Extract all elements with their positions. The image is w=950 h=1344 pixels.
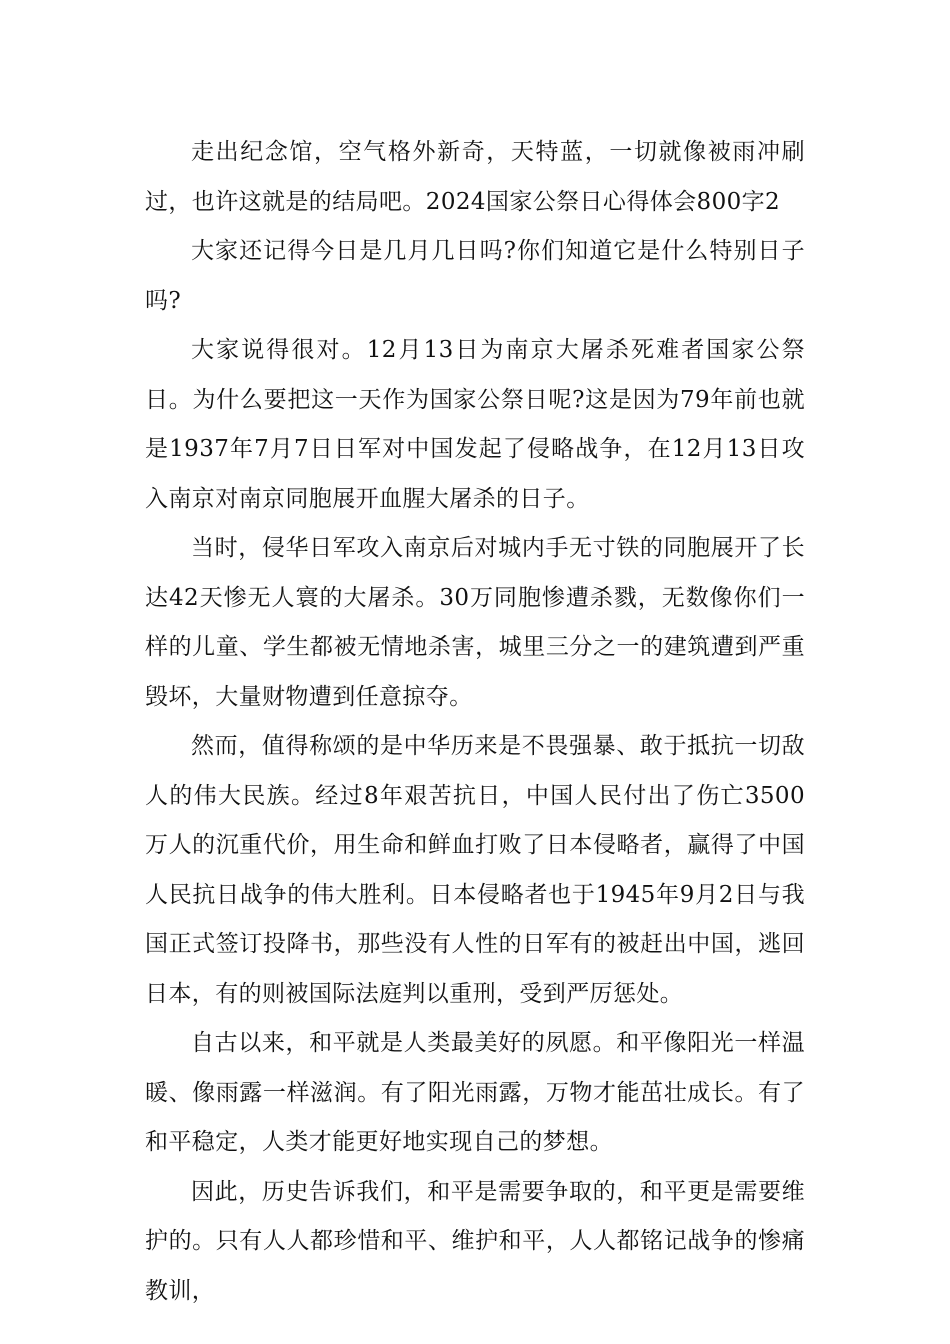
paragraph-4: 当时，侵华日军攻入南京后对城内手无寸铁的同胞展开了长达42天惨无人寰的大屠杀。30万同胞惨遭杀戮，无数像你们一样的儿童、学生都被无情地杀害，城里三分之一的建筑遭到严重毁坏，大量财物遭到任意掠夺。 [145, 535, 805, 710]
paragraph-5: 然而，值得称颂的是中华历来是不畏强暴、敢于抵抗一切敌人的伟大民族。经过8年艰苦抗日，中国人民付出了伤亡3500万人的沉重代价，用生命和鲜血打败了日本侵略者，赢得了中国人民抗日战争的伟大胜利。日本侵略者也于1945年9月2日与我国正式签订投降书，那些没有人性的日军有的被赶出中国，逃回日本，有的则被国际法庭判以重刑，受到严厉惩处。 [145, 733, 805, 1007]
paragraph-7: 因此，历史告诉我们，和平是需要争取的，和平更是需要维护的。只有人人都珍惜和平、维护和平，人人都铭记战争的惨痛教训， [145, 1178, 805, 1304]
paragraph-3: 大家说得很对。12月13日为南京大屠杀死难者国家公祭日。为什么要把这一天作为国家公祭日呢?这是因为79年前也就是1937年7月7日日军对中国发起了侵略战争，在12月13日攻入南京对南京同胞展开血腥大屠杀的日子。 [145, 337, 805, 512]
paragraph-1: 走出纪念馆，空气格外新奇，天特蓝，一切就像被雨冲刷过，也许这就是的结局吧。2024国家公祭日心得体会800字2 [145, 139, 805, 215]
paragraph-2: 大家还记得今日是几月几日吗?你们知道它是什么特别日子吗? [145, 238, 805, 314]
document-body [145, 128, 805, 1316]
paragraph-6: 自古以来，和平就是人类最美好的夙愿。和平像阳光一样温暖、像雨露一样滋润。有了阳光雨露，万物才能茁壮成长。有了和平稳定，人类才能更好地实现自己的梦想。 [145, 1030, 805, 1155]
